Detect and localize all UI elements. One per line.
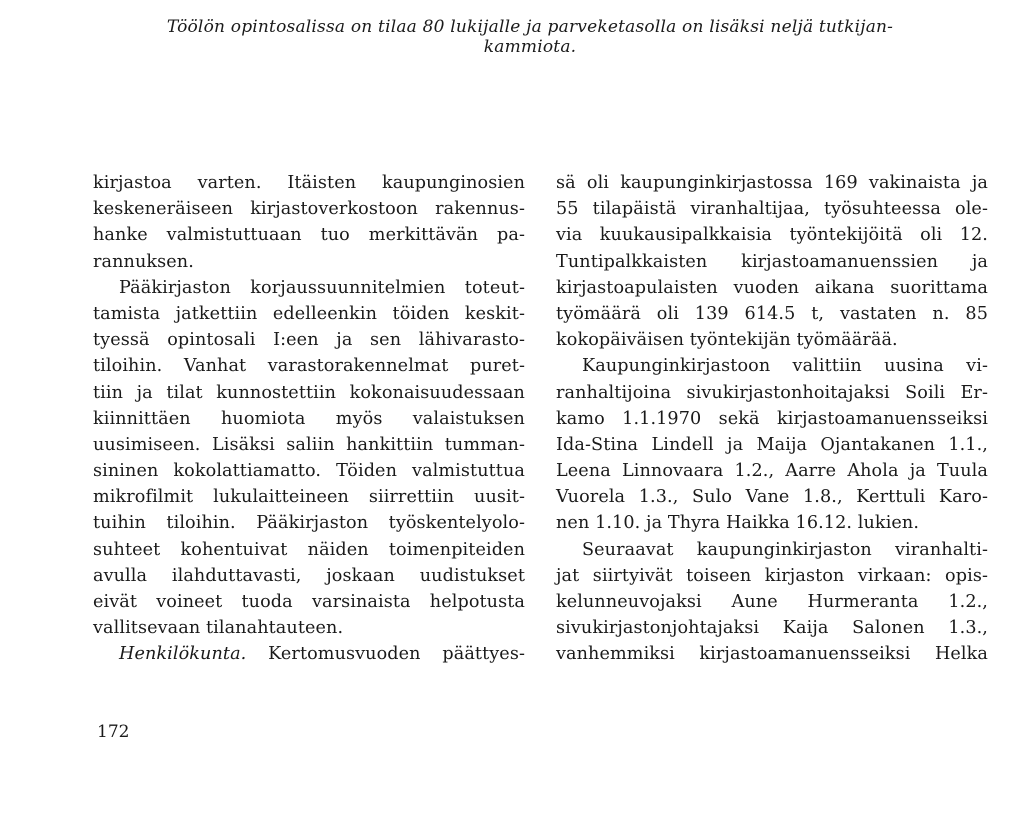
text-line: eivät voineet tuoda varsinaista helpotusta	[93, 592, 525, 612]
text-line: avulla ilahduttavasti, joskaan uudistukset	[93, 565, 525, 586]
text-line: tuihin tiloihin. Pääkirjaston työskentelyolo-	[93, 513, 525, 534]
text-line: hanke valmistuttuaan tuo merkittävän pa-	[93, 225, 525, 246]
text-line: nen 1.10. ja Thyra Haikka 16.12. lukien.	[556, 513, 920, 534]
text-line: tiin ja tilat kunnostettiin kokonaisuudessaan	[93, 382, 525, 403]
text-line: työmäärä oli 139 614.5 t, vastaten n. 85	[556, 303, 988, 324]
text-line: kirjastoapulaisten vuoden aikana suorittama	[556, 277, 988, 298]
text-line: keskeneräiseen kirjastoverkostoon rakennus-	[93, 199, 525, 220]
text-line: suhteet kohentuivat näiden toimenpiteiden	[93, 539, 525, 560]
text-line: tamista jatkettiin edelleenkin töiden keskit-	[93, 303, 525, 324]
text-line: Tuntipalkkaisten kirjastoamanuenssien ja	[556, 251, 988, 272]
text-line: kiinnittäen huomiota myös valaistuksen	[93, 408, 525, 429]
text-line	[93, 641, 525, 667]
text-line: via kuukausipalkkaisia työntekijöitä oli 12.	[556, 225, 988, 246]
section-heading: Henkilökunta.	[119, 644, 247, 665]
text-line: mikrofilmit lukulaitteineen siirrettiin uusit-	[93, 487, 525, 508]
text-line: uusimiseen. Lisäksi saliin hankittiin tumman-	[93, 434, 525, 455]
text-line: 55 tilapäistä viranhaltijaa, työsuhteessa ole-	[556, 199, 988, 220]
page-number: 172	[97, 722, 130, 742]
text-line: vanhemmiksi kirjastoamanuensseiksi Helka	[556, 644, 988, 665]
left-column	[93, 170, 525, 668]
text-line: sivukirjastonjohtajaksi Kaija Salonen 1.3.,	[556, 618, 988, 639]
text-line: sä oli kaupunginkirjastossa 169 vakinaista ja	[556, 173, 988, 193]
text-line: ranhaltijoina sivukirjastonhoitajaksi Soili Er-	[556, 382, 988, 403]
text-line: Ida-Stina Lindell ja Maija Ojantakanen 1.1.,	[556, 434, 988, 455]
text-line: Pääkirjaston korjaussuunnitelmien toteut-	[119, 277, 525, 298]
text-line: tiloihin. Vanhat varastorakennelmat puret-	[93, 356, 525, 377]
caption-line-1: Töölön opintosalissa on tilaa 80 lukijalle ja parveketasolla on lisäksi neljä tutkijan-	[166, 17, 894, 37]
text-line: Vuorela 1.3., Sulo Vane 1.8., Kerttuli Karo-	[556, 487, 988, 508]
text-line: tyessä opintosali I:een ja sen lähivarasto-	[93, 330, 525, 351]
text-line: rannuksen.	[93, 251, 194, 272]
right-column	[556, 170, 988, 668]
text-line: Leena Linnovaara 1.2., Aarre Ahola ja Tuula	[556, 461, 988, 482]
text-line: jat siirtyivät toiseen kirjaston virkaan: opis-	[556, 565, 988, 586]
text-line: kelunneuvojaksi Aune Hurmeranta 1.2.,	[556, 592, 988, 612]
caption-line-2: kammiota.	[483, 37, 577, 57]
text-fragment: Kertomusvuoden päättyes-	[246, 644, 525, 665]
text-line: kokopäiväisen työntekijän työmäärää.	[556, 330, 898, 351]
text-line: kamo 1.1.1970 sekä kirjastoamanuensseiksi	[556, 408, 988, 429]
figure-caption	[150, 17, 910, 57]
text-line: vallitsevaan tilanahtauteen.	[93, 618, 344, 639]
text-line: Seuraavat kaupunginkirjaston viranhalti-	[582, 539, 988, 560]
text-line: sininen kokolattiamatto. Töiden valmistuttua	[93, 461, 525, 482]
text-line: kirjastoa varten. Itäisten kaupunginosien	[93, 173, 525, 193]
text-line: Kaupunginkirjastoon valittiin uusina vi-	[582, 356, 988, 377]
